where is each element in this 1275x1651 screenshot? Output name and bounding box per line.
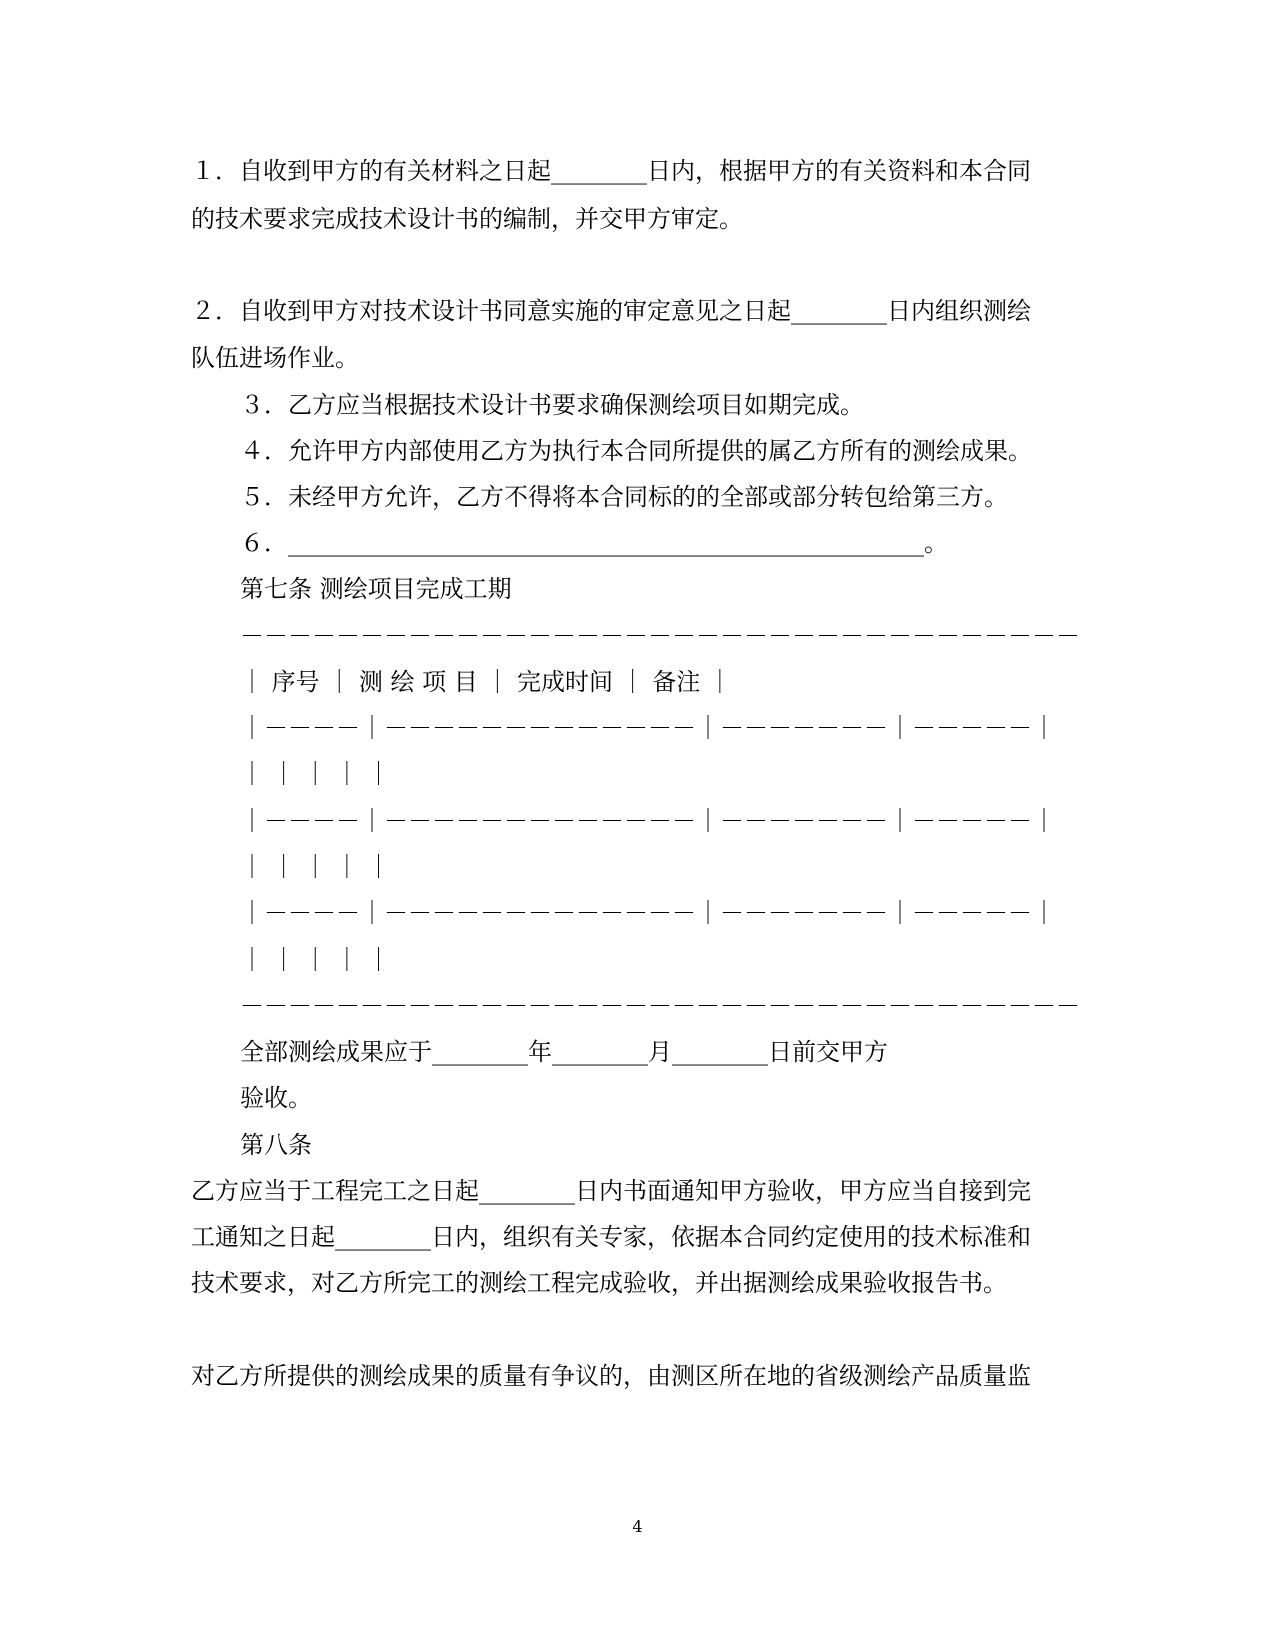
- page-number: 4: [632, 1517, 643, 1536]
- article-7-heading: 第七条 测绘项目完成工期: [240, 575, 512, 603]
- table-row: ｜ ｜ ｜ ｜ ｜: [240, 760, 391, 788]
- table-row: ｜ ｜ ｜ ｜ ｜: [240, 946, 391, 974]
- dispute-paragraph-line-1: 对乙方所提供的测绘成果的质量有争议的，由测区所在地的省级测绘产品质量监: [191, 1362, 1031, 1390]
- table-row: ｜ ｜ ｜ ｜ ｜: [240, 853, 391, 881]
- table-bottom-rule: －－－－－－－－－－－－－－－－－－－－－－－－－－－－－－－－－－－: [240, 992, 1080, 1020]
- table-header-row: ｜ 序号 ｜ 测 绘 项 目 ｜ 完成时间 ｜ 备注 ｜: [240, 668, 732, 696]
- clause-6: ６．_____________________________________________________。: [240, 529, 948, 557]
- table-top-rule: －－－－－－－－－－－－－－－－－－－－－－－－－－－－－－－－－－－: [240, 622, 1080, 650]
- article-8-line-3: 技术要求，对乙方所完工的测绘工程完成验收，并出据测绘成果验收报告书。: [191, 1269, 1007, 1297]
- article-8-heading: 第八条: [240, 1131, 312, 1159]
- table-separator: ｜－－－－｜－－－－－－－－－－－－－｜－－－－－－－｜－－－－－｜: [240, 899, 1056, 927]
- clause-2-line-2: 队伍进场作业。: [191, 344, 359, 372]
- clause-2-line-1: ２．自收到甲方对技术设计书同意实施的审定意见之日起________日内组织测绘: [191, 297, 1031, 325]
- article-8-line-1: 乙方应当于工程完工之日起________日内书面通知甲方验收，甲方应当自接到完: [191, 1177, 1031, 1205]
- clause-1-line-2: 的技术要求完成技术设计书的编制，并交甲方审定。: [191, 205, 743, 233]
- table-separator: ｜－－－－｜－－－－－－－－－－－－－｜－－－－－－－｜－－－－－｜: [240, 807, 1056, 835]
- clause-5: ５．未经甲方允许，乙方不得将本合同标的的全部或部分转包给第三方。: [240, 483, 1008, 511]
- clause-4: ４．允许甲方内部使用乙方为执行本合同所提供的属乙方所有的测绘成果。: [240, 437, 1032, 465]
- article-8-line-2: 工通知之日起________日内，组织有关专家，依据本合同约定使用的技术标准和: [191, 1223, 1031, 1251]
- completion-date-line-2: 验收。: [240, 1084, 312, 1112]
- clause-1-line-1: １．自收到甲方的有关材料之日起________日内，根据甲方的有关资料和本合同: [191, 157, 1031, 185]
- table-separator: ｜－－－－｜－－－－－－－－－－－－－｜－－－－－－－｜－－－－－｜: [240, 714, 1056, 742]
- completion-date-line-1: 全部测绘成果应于________年________月________日前交甲方: [240, 1038, 888, 1066]
- clause-3: ３．乙方应当根据技术设计书要求确保测绘项目如期完成。: [240, 391, 864, 419]
